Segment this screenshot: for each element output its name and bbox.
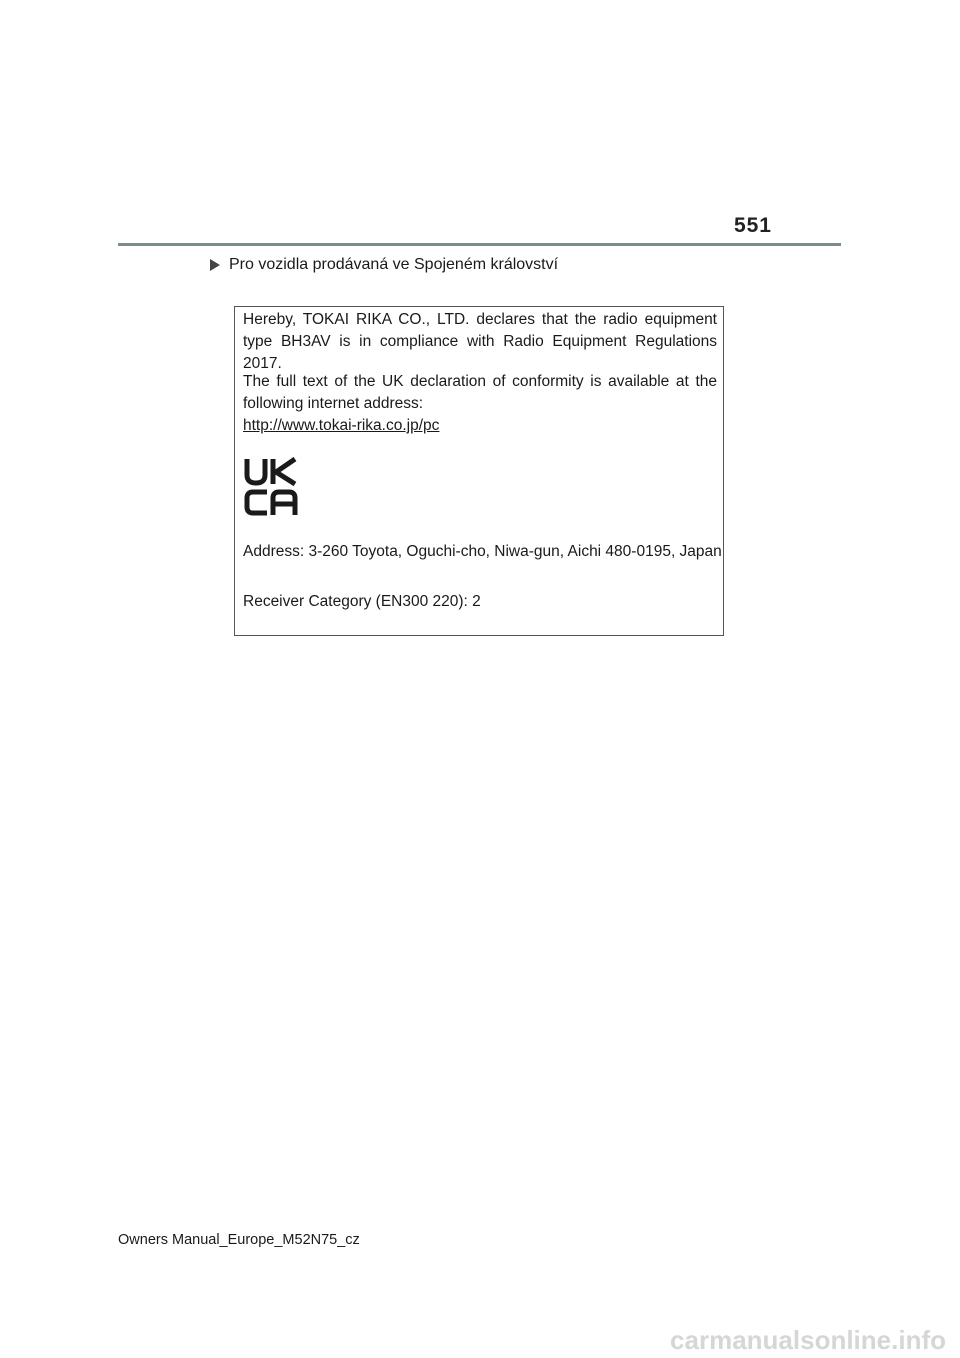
receiver-category: Receiver Category (EN300 220): 2 bbox=[243, 593, 481, 610]
section-heading-text: Pro vozidla prodávaná ve Spojeném království bbox=[229, 256, 559, 273]
ukca-logo-icon bbox=[243, 457, 299, 517]
declaration-url-link[interactable]: http://www.tokai-rika.co.jp/pc bbox=[243, 417, 440, 434]
manufacturer-address: Address: 3-260 Toyota, Oguchi-cho, Niwa-gun, Aichi 480-0195, Japan bbox=[243, 543, 722, 560]
watermark-logo: carmanualsonline.info bbox=[670, 1325, 946, 1355]
header-rule bbox=[118, 243, 841, 246]
triangle-bullet-icon bbox=[210, 259, 220, 271]
declaration-box bbox=[234, 306, 724, 636]
footer-manual-id: Owners Manual_Europe_M52N75_cz bbox=[118, 1232, 360, 1248]
declaration-paragraph-2: The full text of the UK declaration of conformity is available at the following internet address: bbox=[243, 373, 717, 412]
section-heading bbox=[210, 256, 558, 274]
declaration-paragraph-1: Hereby, TOKAI RIKA CO., LTD. declares that the radio equipment type BH3AV is in compliance with Radio Equipment Regulations 2017. bbox=[243, 311, 717, 372]
page-number: 551 bbox=[733, 214, 772, 237]
